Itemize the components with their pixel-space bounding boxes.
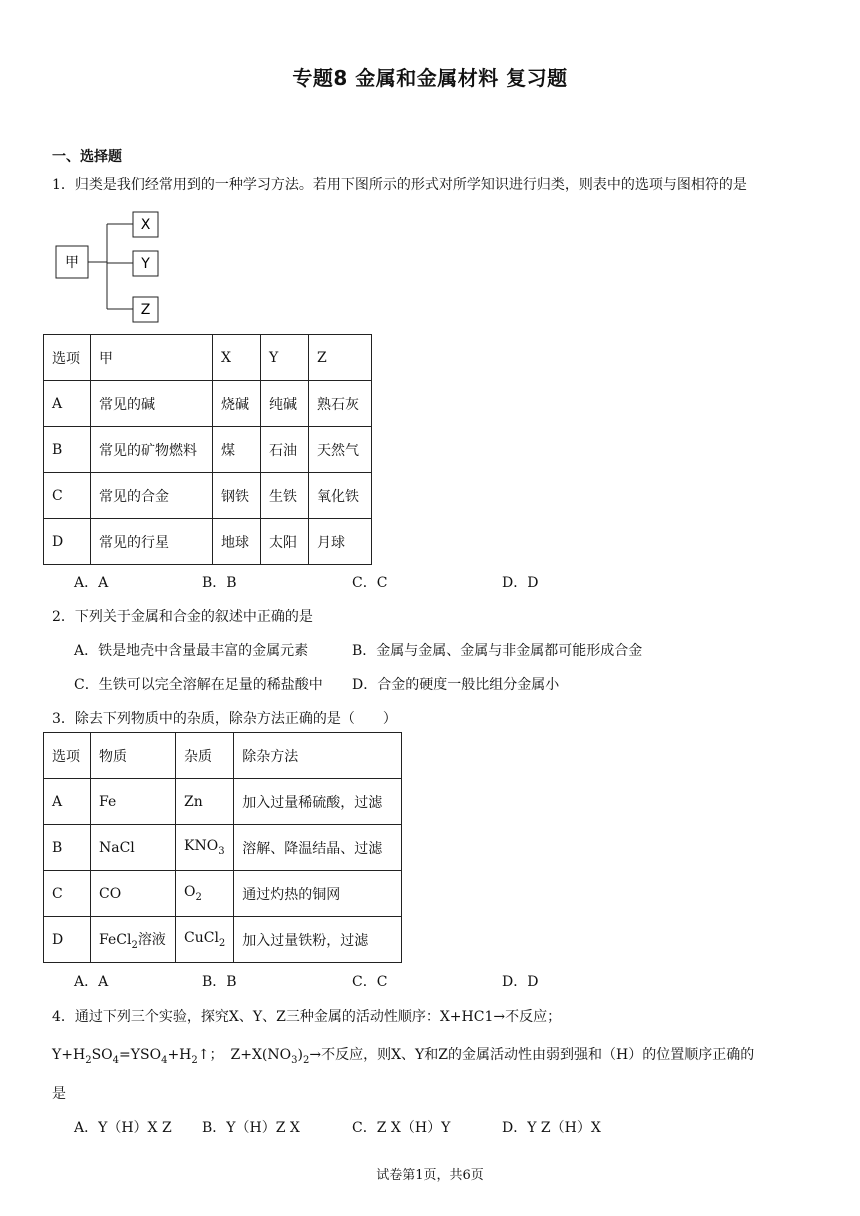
- table-cell: 纯碱: [261, 381, 309, 427]
- table-cell: X: [213, 335, 261, 381]
- table-cell: A: [44, 381, 91, 427]
- table-cell: A: [44, 779, 91, 825]
- subscript: 2: [191, 1054, 198, 1066]
- q1-option-d[interactable]: D．D: [502, 575, 539, 591]
- table-cell: D: [44, 519, 91, 565]
- q1-option-c[interactable]: C．C: [352, 575, 388, 591]
- table-cell: D: [44, 917, 91, 963]
- table-cell: 天然气: [309, 427, 372, 473]
- table-cell: FeCl$_2$溶液: [91, 917, 176, 963]
- table-cell: 常见的碱: [91, 381, 213, 427]
- table-cell: 常见的行星: [91, 519, 213, 565]
- table-row: [44, 427, 372, 473]
- table-cell: NaCl: [91, 825, 176, 871]
- page-title: 专题8 金属和金属材料 复习题: [292, 66, 568, 90]
- table-header-row: [44, 335, 372, 381]
- table-cell: 杂质: [176, 733, 234, 779]
- q2-option-d[interactable]: D．合金的硬度一般比组分金属小: [352, 677, 560, 693]
- table-cell: 物质: [91, 733, 176, 779]
- table-cell: 除杂方法: [234, 733, 402, 779]
- table-row: [44, 825, 402, 871]
- diagram-x: X: [140, 217, 151, 233]
- q2-option-c[interactable]: C．生铁可以完全溶解在足量的稀盐酸中: [74, 677, 323, 693]
- table-cell: Zn: [176, 779, 234, 825]
- table-cell: 煤: [213, 427, 261, 473]
- q4-option-a[interactable]: A．Y（H）X Z: [74, 1120, 172, 1136]
- subscript: 4: [112, 1054, 120, 1066]
- table-cell: CuCl$_2$: [176, 917, 234, 963]
- q2-option-a[interactable]: A．铁是地壳中含量最丰富的金属元素: [74, 643, 309, 659]
- eq-part: +H: [167, 1047, 192, 1063]
- q2-option-b[interactable]: B．金属与金属、金属与非金属都可能形成合金: [352, 643, 643, 659]
- table-cell: 常见的矿物燃料: [91, 427, 213, 473]
- section-heading: 一、选择题: [52, 149, 122, 165]
- table-cell: Fe: [91, 779, 176, 825]
- table-cell: C: [44, 473, 91, 519]
- q3-option-d[interactable]: D．D: [502, 974, 539, 990]
- question-2-text: 2．下列关于金属和合金的叙述中正确的是: [52, 609, 313, 625]
- table-cell: 地球: [213, 519, 261, 565]
- table-cell: 选项: [44, 733, 91, 779]
- eq-part: ↑； Z+X(NO: [197, 1047, 292, 1063]
- eq-part: →不反应，则X、Y和Z的金属活动性由弱到强和（H）的位置顺序正确的: [309, 1047, 755, 1063]
- table-header-row: [44, 733, 402, 779]
- q3-option-a[interactable]: A．A: [74, 974, 109, 990]
- table-cell: 溶解、降温结晶、过滤: [234, 825, 402, 871]
- question-4-line-3: 是: [52, 1086, 66, 1102]
- table-row: [44, 871, 402, 917]
- q1-option-b[interactable]: B．B: [202, 575, 237, 591]
- table-cell: 生铁: [261, 473, 309, 519]
- diagram-y: Y: [141, 256, 150, 272]
- table-cell: Y: [261, 335, 309, 381]
- table-cell: 烧碱: [213, 381, 261, 427]
- table-row: [44, 779, 402, 825]
- question-3-text: 3．除去下列物质中的杂质，除杂方法正确的是（ ）: [52, 711, 397, 727]
- table-row: [44, 473, 372, 519]
- table-cell: 常见的合金: [91, 473, 213, 519]
- eq-part: SO: [91, 1047, 113, 1063]
- table-cell: CO: [91, 871, 176, 917]
- table-cell: 氧化铁: [309, 473, 372, 519]
- question-1-table: [43, 334, 372, 565]
- table-row: [44, 381, 372, 427]
- table-cell: B: [44, 427, 91, 473]
- question-1-text: 1．归类是我们经常用到的一种学习方法。若用下图所示的形式对所学知识进行归类，则表中的选项与图相符的是: [52, 177, 747, 193]
- table-cell: 钢铁: [213, 473, 261, 519]
- table-cell: C: [44, 871, 91, 917]
- table-cell: 通过灼热的铜网: [234, 871, 402, 917]
- table-cell: 石油: [261, 427, 309, 473]
- page-footer: 试卷第1页，共6页: [376, 1168, 484, 1183]
- eq-part: ): [297, 1047, 303, 1063]
- table-cell: 加入过量铁粉，过滤: [234, 917, 402, 963]
- table-cell: 甲: [91, 335, 213, 381]
- q4-option-d[interactable]: D．Y Z（H）X: [502, 1120, 601, 1136]
- table-cell: B: [44, 825, 91, 871]
- q4-option-b[interactable]: B．Y（H）Z X: [202, 1120, 300, 1136]
- diagram-z: Z: [140, 302, 151, 318]
- table-cell: $O_2$: [176, 871, 234, 917]
- table-cell: 加入过量稀硫酸，过滤: [234, 779, 402, 825]
- table-cell: 熟石灰: [309, 381, 372, 427]
- eq-part: =YSO: [119, 1047, 162, 1063]
- subscript: 3: [291, 1054, 298, 1066]
- q4-option-c[interactable]: C．Z X（H）Y: [352, 1120, 451, 1136]
- question-4-line-1: 4．通过下列三个实验，探究X、Y、Z三种金属的活动性顺序：X+HC1→不反应；: [52, 1009, 562, 1025]
- eq-part: Y+H: [52, 1047, 86, 1063]
- table-cell: $KNO_3$: [176, 825, 234, 871]
- diagram-root: 甲: [65, 255, 79, 271]
- subscript: 2: [302, 1054, 310, 1066]
- q1-option-a[interactable]: A．A: [74, 575, 109, 591]
- table-row: [44, 917, 402, 963]
- subscript: 4: [161, 1054, 168, 1066]
- question-4-line-2: [52, 1044, 754, 1066]
- q3-option-b[interactable]: B．B: [202, 974, 237, 990]
- subscript: 2: [85, 1054, 92, 1066]
- table-row: [44, 519, 372, 565]
- table-cell: Z: [309, 335, 372, 381]
- table-cell: 太阳: [261, 519, 309, 565]
- question-3-table: [43, 732, 402, 963]
- q3-option-c[interactable]: C．C: [352, 974, 388, 990]
- table-cell: 选项: [44, 335, 91, 381]
- table-cell: 月球: [309, 519, 372, 565]
